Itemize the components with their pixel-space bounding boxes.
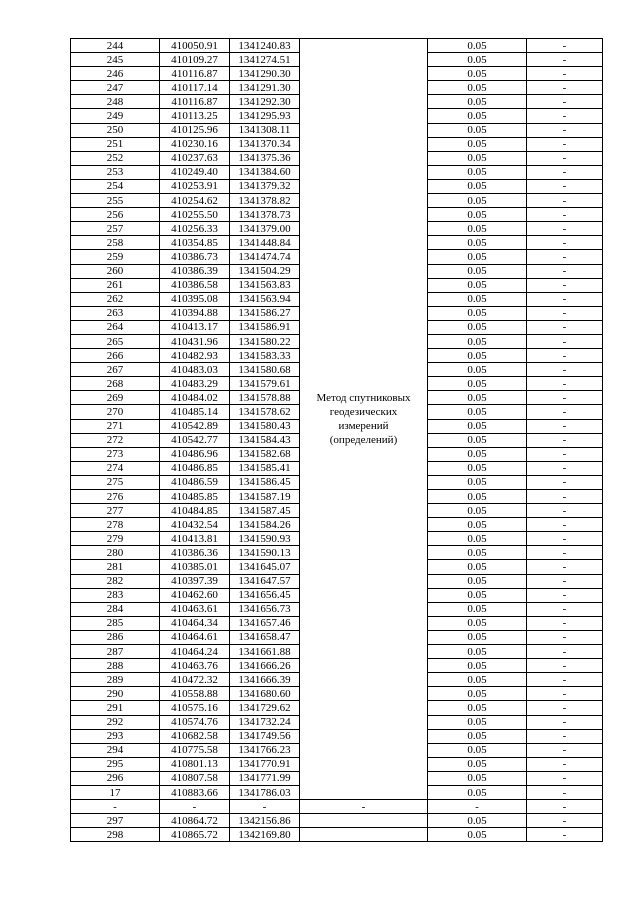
accuracy-cell: 0.05 [428, 616, 527, 630]
y-coordinate-cell: 1341240.83 [230, 39, 300, 53]
accuracy-cell: 0.05 [428, 419, 527, 433]
point-number-cell: 264 [71, 320, 160, 334]
y-coordinate-cell: 1341582.68 [230, 447, 300, 461]
point-number-cell: 282 [71, 574, 160, 588]
accuracy-cell: 0.05 [428, 377, 527, 391]
x-coordinate-cell: 410254.62 [160, 194, 230, 208]
point-number-cell: 272 [71, 433, 160, 447]
point-number-cell: 292 [71, 715, 160, 729]
accuracy-cell: 0.05 [428, 715, 527, 729]
y-coordinate-cell: 1341587.19 [230, 490, 300, 504]
x-coordinate-cell: 410413.17 [160, 320, 230, 334]
x-coordinate-cell: 410125.96 [160, 123, 230, 137]
accuracy-cell: 0.05 [428, 546, 527, 560]
y-coordinate-cell: 1341563.83 [230, 278, 300, 292]
x-coordinate-cell: 410386.39 [160, 264, 230, 278]
y-coordinate-cell: 1341666.39 [230, 673, 300, 687]
accuracy-cell: 0.05 [428, 504, 527, 518]
x-coordinate-cell: 410486.85 [160, 461, 230, 475]
x-coordinate-cell: 410464.34 [160, 616, 230, 630]
y-coordinate-cell: 1341580.43 [230, 419, 300, 433]
x-coordinate-cell: 410253.91 [160, 179, 230, 193]
note-cell: - [527, 771, 603, 785]
note-cell: - [527, 659, 603, 673]
x-coordinate-cell: 410775.58 [160, 743, 230, 757]
note-cell: - [527, 320, 603, 334]
y-coordinate-cell: 1341590.13 [230, 546, 300, 560]
y-coordinate-cell: 1341658.47 [230, 630, 300, 644]
y-coordinate-cell: 1341771.99 [230, 771, 300, 785]
y-coordinate-cell: 1341579.61 [230, 377, 300, 391]
x-coordinate-cell: 410483.29 [160, 377, 230, 391]
x-coordinate-cell: 410464.24 [160, 645, 230, 659]
accuracy-cell: 0.05 [428, 771, 527, 785]
accuracy-cell: 0.05 [428, 278, 527, 292]
y-coordinate-cell: 1341578.62 [230, 405, 300, 419]
x-coordinate-cell: 410386.58 [160, 278, 230, 292]
note-cell: - [527, 222, 603, 236]
accuracy-cell: 0.05 [428, 306, 527, 320]
y-coordinate-cell: 1341563.94 [230, 292, 300, 306]
y-coordinate-cell: 1341378.73 [230, 208, 300, 222]
accuracy-cell: 0.05 [428, 729, 527, 743]
x-coordinate-cell: 410397.39 [160, 574, 230, 588]
point-number-cell: 287 [71, 645, 160, 659]
y-coordinate-cell: 1341295.93 [230, 109, 300, 123]
x-coordinate-cell: 410865.72 [160, 828, 230, 842]
accuracy-cell: 0.05 [428, 151, 527, 165]
note-cell: - [527, 574, 603, 588]
x-coordinate-cell: 410574.76 [160, 715, 230, 729]
x-coordinate-cell: 410575.16 [160, 701, 230, 715]
coordinates-table [70, 38, 603, 842]
y-coordinate-cell: 1341587.45 [230, 504, 300, 518]
note-cell: - [527, 616, 603, 630]
note-cell: - [527, 715, 603, 729]
note-cell: - [527, 363, 603, 377]
y-coordinate-cell: 1341583.33 [230, 349, 300, 363]
x-coordinate-cell: 410486.59 [160, 475, 230, 489]
accuracy-cell: 0.05 [428, 123, 527, 137]
note-cell: - [527, 264, 603, 278]
point-number-cell: 269 [71, 391, 160, 405]
point-number-cell: 297 [71, 814, 160, 828]
x-coordinate-cell: 410395.08 [160, 292, 230, 306]
note-cell: - [527, 236, 603, 250]
x-coordinate-cell: 410113.25 [160, 109, 230, 123]
x-coordinate-cell: 410542.77 [160, 433, 230, 447]
accuracy-cell: 0.05 [428, 264, 527, 278]
point-number-cell: 286 [71, 630, 160, 644]
x-coordinate-cell: 410464.61 [160, 630, 230, 644]
y-coordinate-cell: 1341729.62 [230, 701, 300, 715]
point-number-cell: 248 [71, 95, 160, 109]
y-coordinate-cell: 1341375.36 [230, 151, 300, 165]
point-number-cell: 257 [71, 222, 160, 236]
note-cell: - [527, 729, 603, 743]
accuracy-cell: 0.05 [428, 137, 527, 151]
x-coordinate-cell: 410237.63 [160, 151, 230, 165]
note-cell: - [527, 673, 603, 687]
accuracy-cell: 0.05 [428, 320, 527, 334]
accuracy-cell: 0.05 [428, 673, 527, 687]
point-number-cell: 268 [71, 377, 160, 391]
y-coordinate-cell: 1341292.30 [230, 95, 300, 109]
point-number-cell: 17 [71, 785, 160, 799]
note-cell: - [527, 546, 603, 560]
accuracy-cell: 0.05 [428, 447, 527, 461]
note-cell: - [527, 461, 603, 475]
x-coordinate-cell: 410485.85 [160, 490, 230, 504]
separator-cell: - [71, 800, 160, 814]
x-coordinate-cell: 410807.58 [160, 771, 230, 785]
y-coordinate-cell: 1341274.51 [230, 53, 300, 67]
method-cell [300, 828, 428, 842]
y-coordinate-cell: 1342169.80 [230, 828, 300, 842]
y-coordinate-cell: 1341786.03 [230, 785, 300, 799]
x-coordinate-cell: 410558.88 [160, 687, 230, 701]
coordinates-table-body [71, 39, 603, 842]
y-coordinate-cell: 1341766.23 [230, 743, 300, 757]
accuracy-cell: 0.05 [428, 574, 527, 588]
note-cell: - [527, 785, 603, 799]
y-coordinate-cell: 1341308.11 [230, 123, 300, 137]
accuracy-cell: 0.05 [428, 363, 527, 377]
y-coordinate-cell: 1341666.26 [230, 659, 300, 673]
point-number-cell: 274 [71, 461, 160, 475]
y-coordinate-cell: 1341384.60 [230, 165, 300, 179]
note-cell: - [527, 123, 603, 137]
point-number-cell: 258 [71, 236, 160, 250]
accuracy-cell: 0.05 [428, 532, 527, 546]
x-coordinate-cell: 410256.33 [160, 222, 230, 236]
point-number-cell: 296 [71, 771, 160, 785]
accuracy-cell: 0.05 [428, 687, 527, 701]
note-cell: - [527, 334, 603, 348]
point-number-cell: 270 [71, 405, 160, 419]
note-cell: - [527, 39, 603, 53]
point-number-cell: 298 [71, 828, 160, 842]
table-row [71, 39, 603, 53]
point-number-cell: 249 [71, 109, 160, 123]
x-coordinate-cell: 410109.27 [160, 53, 230, 67]
note-cell: - [527, 53, 603, 67]
accuracy-cell: 0.05 [428, 109, 527, 123]
y-coordinate-cell: 1341584.26 [230, 518, 300, 532]
point-number-cell: 246 [71, 67, 160, 81]
accuracy-cell: 0.05 [428, 630, 527, 644]
point-number-cell: 266 [71, 349, 160, 363]
accuracy-cell: 0.05 [428, 560, 527, 574]
accuracy-cell: 0.05 [428, 405, 527, 419]
y-coordinate-cell: 1341661.88 [230, 645, 300, 659]
y-coordinate-cell: 1341474.74 [230, 250, 300, 264]
y-coordinate-cell: 1341645.07 [230, 560, 300, 574]
y-coordinate-cell: 1341647.57 [230, 574, 300, 588]
note-cell: - [527, 250, 603, 264]
x-coordinate-cell: 410542.89 [160, 419, 230, 433]
note-cell: - [527, 349, 603, 363]
note-cell: - [527, 292, 603, 306]
y-coordinate-cell: 1341578.88 [230, 391, 300, 405]
accuracy-cell: 0.05 [428, 645, 527, 659]
note-cell: - [527, 757, 603, 771]
note-cell: - [527, 560, 603, 574]
method-cell [300, 814, 428, 828]
note-cell: - [527, 433, 603, 447]
accuracy-cell: 0.05 [428, 165, 527, 179]
note-cell: - [527, 179, 603, 193]
x-coordinate-cell: 410864.72 [160, 814, 230, 828]
y-coordinate-cell: 1341770.91 [230, 757, 300, 771]
x-coordinate-cell: 410230.16 [160, 137, 230, 151]
y-coordinate-cell: 1341290.30 [230, 67, 300, 81]
point-number-cell: 288 [71, 659, 160, 673]
note-cell: - [527, 151, 603, 165]
point-number-cell: 259 [71, 250, 160, 264]
note-cell: - [527, 306, 603, 320]
y-coordinate-cell: 1341680.60 [230, 687, 300, 701]
y-coordinate-cell: 1341580.22 [230, 334, 300, 348]
y-coordinate-cell: 1341504.29 [230, 264, 300, 278]
y-coordinate-cell: 1341378.82 [230, 194, 300, 208]
y-coordinate-cell: 1341656.73 [230, 602, 300, 616]
accuracy-cell: 0.05 [428, 250, 527, 264]
point-number-cell: 252 [71, 151, 160, 165]
separator-row [71, 800, 603, 814]
accuracy-cell: 0.05 [428, 475, 527, 489]
note-cell: - [527, 518, 603, 532]
accuracy-cell: 0.05 [428, 490, 527, 504]
x-coordinate-cell: 410249.40 [160, 165, 230, 179]
x-coordinate-cell: 410485.14 [160, 405, 230, 419]
note-cell: - [527, 828, 603, 842]
accuracy-cell: 0.05 [428, 292, 527, 306]
point-number-cell: 261 [71, 278, 160, 292]
point-number-cell: 254 [71, 179, 160, 193]
point-number-cell: 293 [71, 729, 160, 743]
note-cell: - [527, 81, 603, 95]
x-coordinate-cell: 410050.91 [160, 39, 230, 53]
y-coordinate-cell: 1341379.00 [230, 222, 300, 236]
point-number-cell: 247 [71, 81, 160, 95]
note-cell: - [527, 814, 603, 828]
separator-cell: - [428, 800, 527, 814]
point-number-cell: 281 [71, 560, 160, 574]
note-cell: - [527, 208, 603, 222]
point-number-cell: 271 [71, 419, 160, 433]
x-coordinate-cell: 410255.50 [160, 208, 230, 222]
x-coordinate-cell: 410486.96 [160, 447, 230, 461]
x-coordinate-cell: 410116.87 [160, 95, 230, 109]
accuracy-cell: 0.05 [428, 194, 527, 208]
accuracy-cell: 0.05 [428, 814, 527, 828]
point-number-cell: 244 [71, 39, 160, 53]
x-coordinate-cell: 410883.66 [160, 785, 230, 799]
note-cell: - [527, 447, 603, 461]
x-coordinate-cell: 410462.60 [160, 588, 230, 602]
note-cell: - [527, 377, 603, 391]
y-coordinate-cell: 1341291.30 [230, 81, 300, 95]
y-coordinate-cell: 1341586.45 [230, 475, 300, 489]
note-cell: - [527, 67, 603, 81]
table-row [71, 828, 603, 842]
point-number-cell: 255 [71, 194, 160, 208]
x-coordinate-cell: 410484.02 [160, 391, 230, 405]
separator-cell: - [230, 800, 300, 814]
accuracy-cell: 0.05 [428, 179, 527, 193]
note-cell: - [527, 109, 603, 123]
y-coordinate-cell: 1341732.24 [230, 715, 300, 729]
accuracy-cell: 0.05 [428, 757, 527, 771]
point-number-cell: 250 [71, 123, 160, 137]
separator-cell: - [527, 800, 603, 814]
x-coordinate-cell: 410482.93 [160, 349, 230, 363]
point-number-cell: 279 [71, 532, 160, 546]
point-number-cell: 262 [71, 292, 160, 306]
note-cell: - [527, 743, 603, 757]
separator-cell: - [160, 800, 230, 814]
table-row [71, 814, 603, 828]
note-cell: - [527, 278, 603, 292]
method-cell: Метод спутниковых геодезических измерений (определений) [300, 39, 428, 800]
x-coordinate-cell: 410483.03 [160, 363, 230, 377]
note-cell: - [527, 165, 603, 179]
note-cell: - [527, 687, 603, 701]
x-coordinate-cell: 410682.58 [160, 729, 230, 743]
note-cell: - [527, 645, 603, 659]
accuracy-cell: 0.05 [428, 602, 527, 616]
accuracy-cell: 0.05 [428, 208, 527, 222]
point-number-cell: 283 [71, 588, 160, 602]
point-number-cell: 273 [71, 447, 160, 461]
point-number-cell: 251 [71, 137, 160, 151]
x-coordinate-cell: 410432.54 [160, 518, 230, 532]
accuracy-cell: 0.05 [428, 701, 527, 715]
y-coordinate-cell: 1341585.41 [230, 461, 300, 475]
x-coordinate-cell: 410116.87 [160, 67, 230, 81]
x-coordinate-cell: 410117.14 [160, 81, 230, 95]
y-coordinate-cell: 1341656.45 [230, 588, 300, 602]
point-number-cell: 267 [71, 363, 160, 377]
y-coordinate-cell: 1341584.43 [230, 433, 300, 447]
point-number-cell: 280 [71, 546, 160, 560]
note-cell: - [527, 419, 603, 433]
note-cell: - [527, 95, 603, 109]
y-coordinate-cell: 1341370.34 [230, 137, 300, 151]
point-number-cell: 284 [71, 602, 160, 616]
x-coordinate-cell: 410394.88 [160, 306, 230, 320]
note-cell: - [527, 475, 603, 489]
y-coordinate-cell: 1341580.68 [230, 363, 300, 377]
point-number-cell: 294 [71, 743, 160, 757]
x-coordinate-cell: 410386.73 [160, 250, 230, 264]
point-number-cell: 253 [71, 165, 160, 179]
note-cell: - [527, 194, 603, 208]
accuracy-cell: 0.05 [428, 588, 527, 602]
point-number-cell: 260 [71, 264, 160, 278]
accuracy-cell: 0.05 [428, 81, 527, 95]
x-coordinate-cell: 410431.96 [160, 334, 230, 348]
y-coordinate-cell: 1341379.32 [230, 179, 300, 193]
point-number-cell: 276 [71, 490, 160, 504]
point-number-cell: 275 [71, 475, 160, 489]
x-coordinate-cell: 410413.81 [160, 532, 230, 546]
point-number-cell: 265 [71, 334, 160, 348]
x-coordinate-cell: 410463.61 [160, 602, 230, 616]
accuracy-cell: 0.05 [428, 785, 527, 799]
x-coordinate-cell: 410801.13 [160, 757, 230, 771]
note-cell: - [527, 701, 603, 715]
accuracy-cell: 0.05 [428, 236, 527, 250]
accuracy-cell: 0.05 [428, 222, 527, 236]
accuracy-cell: 0.05 [428, 433, 527, 447]
point-number-cell: 285 [71, 616, 160, 630]
x-coordinate-cell: 410354.85 [160, 236, 230, 250]
point-number-cell: 289 [71, 673, 160, 687]
note-cell: - [527, 504, 603, 518]
note-cell: - [527, 532, 603, 546]
y-coordinate-cell: 1341657.46 [230, 616, 300, 630]
note-cell: - [527, 630, 603, 644]
x-coordinate-cell: 410484.85 [160, 504, 230, 518]
accuracy-cell: 0.05 [428, 659, 527, 673]
note-cell: - [527, 405, 603, 419]
y-coordinate-cell: 1341586.91 [230, 320, 300, 334]
note-cell: - [527, 602, 603, 616]
note-cell: - [527, 490, 603, 504]
x-coordinate-cell: 410385.01 [160, 560, 230, 574]
point-number-cell: 263 [71, 306, 160, 320]
note-cell: - [527, 391, 603, 405]
accuracy-cell: 0.05 [428, 391, 527, 405]
accuracy-cell: 0.05 [428, 828, 527, 842]
point-number-cell: 278 [71, 518, 160, 532]
accuracy-cell: 0.05 [428, 39, 527, 53]
note-cell: - [527, 137, 603, 151]
point-number-cell: 291 [71, 701, 160, 715]
y-coordinate-cell: 1341448.84 [230, 236, 300, 250]
accuracy-cell: 0.05 [428, 334, 527, 348]
y-coordinate-cell: 1341590.93 [230, 532, 300, 546]
y-coordinate-cell: 1342156.86 [230, 814, 300, 828]
x-coordinate-cell: 410463.76 [160, 659, 230, 673]
accuracy-cell: 0.05 [428, 53, 527, 67]
point-number-cell: 256 [71, 208, 160, 222]
x-coordinate-cell: 410472.32 [160, 673, 230, 687]
x-coordinate-cell: 410386.36 [160, 546, 230, 560]
accuracy-cell: 0.05 [428, 67, 527, 81]
y-coordinate-cell: 1341586.27 [230, 306, 300, 320]
accuracy-cell: 0.05 [428, 95, 527, 109]
accuracy-cell: 0.05 [428, 349, 527, 363]
accuracy-cell: 0.05 [428, 518, 527, 532]
note-cell: - [527, 588, 603, 602]
point-number-cell: 245 [71, 53, 160, 67]
point-number-cell: 277 [71, 504, 160, 518]
separator-cell: - [300, 800, 428, 814]
accuracy-cell: 0.05 [428, 461, 527, 475]
point-number-cell: 290 [71, 687, 160, 701]
accuracy-cell: 0.05 [428, 743, 527, 757]
y-coordinate-cell: 1341749.56 [230, 729, 300, 743]
point-number-cell: 295 [71, 757, 160, 771]
